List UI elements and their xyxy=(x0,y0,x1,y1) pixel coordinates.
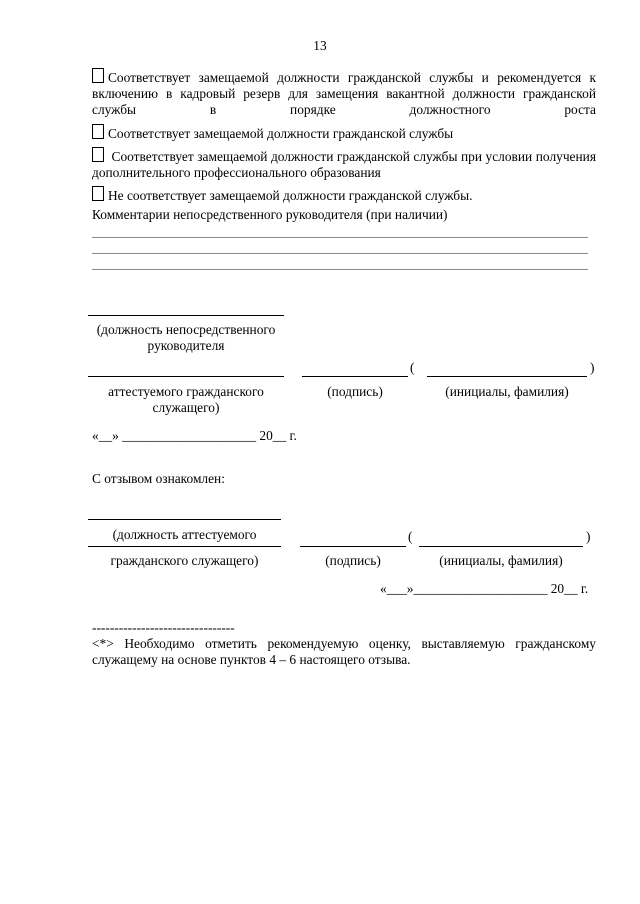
employee-date[interactable]: «___»____________________ 20__ г. xyxy=(380,581,589,596)
manager-signature-caption: (подпись) xyxy=(327,384,383,399)
manager-name-caption: (инициалы, фамилия) xyxy=(445,384,569,399)
manager-date[interactable]: «__» ____________________ 20__ г. xyxy=(92,428,297,443)
employee-position-line-2[interactable] xyxy=(88,546,281,547)
comment-line[interactable] xyxy=(92,237,588,238)
option-corresponds-with-education xyxy=(92,147,596,181)
manager-position-caption-4: служащего) xyxy=(152,400,220,415)
manager-open-paren: ( xyxy=(410,360,415,375)
option-label: Соответствует замещаемой должности гражданской службы при условии получения дополнительного профессионального образования xyxy=(92,149,596,181)
footnote-separator: -------------------------------- xyxy=(92,620,235,635)
comment-line[interactable] xyxy=(92,269,588,270)
manager-position-line-2[interactable] xyxy=(88,376,284,377)
employee-open-paren: ( xyxy=(408,529,413,544)
checkbox-corresponds[interactable] xyxy=(92,124,104,139)
manager-position-line[interactable] xyxy=(88,315,284,316)
employee-signature-line[interactable] xyxy=(300,546,406,547)
option-corresponds xyxy=(92,124,596,142)
employee-close-paren: ) xyxy=(586,529,591,544)
employee-position-caption-2: гражданского служащего) xyxy=(110,553,259,568)
option-label: Соответствует замещаемой должности гражданской службы и рекомендуется к включению в кадровый резерв для замещения вакантной должности гражданской службы в порядке должностного роста xyxy=(92,70,596,118)
manager-position-caption-3: аттестуемого гражданского xyxy=(108,384,264,399)
option-label: Соответствует замещаемой должности гражданской службы xyxy=(108,126,454,141)
manager-position-caption-1: (должность непосредственного xyxy=(96,322,276,337)
checkbox-not-corresponds[interactable] xyxy=(92,186,104,201)
manager-signature-line[interactable] xyxy=(302,376,408,377)
employee-position-line[interactable] xyxy=(88,519,281,520)
option-label: Не соответствует замещаемой должности гражданской службы. xyxy=(108,188,473,203)
checkbox-recommend-reserve[interactable] xyxy=(92,68,104,83)
manager-close-paren: ) xyxy=(590,360,595,375)
page-number: 13 xyxy=(313,38,327,53)
manager-name-line[interactable] xyxy=(427,376,587,377)
employee-signature-caption: (подпись) xyxy=(325,553,381,568)
option-not-corresponds xyxy=(92,186,596,204)
option-recommend-reserve xyxy=(92,68,596,119)
employee-name-line[interactable] xyxy=(419,546,583,547)
acquainted-label: С отзывом ознакомлен: xyxy=(92,471,225,486)
comment-line[interactable] xyxy=(92,253,588,254)
employee-position-caption-1: (должность аттестуемого xyxy=(112,527,257,542)
checkbox-corresponds-with-education[interactable] xyxy=(92,147,104,162)
comments-label: Комментарии непосредственного руководителя (при наличии) xyxy=(92,207,448,222)
employee-name-caption: (инициалы, фамилия) xyxy=(439,553,563,568)
footnote: <*> Необходимо отметить рекомендуемую оценку, выставляемую гражданскому служащему на основе пунктов 4 – 6 настоящего отзыва. xyxy=(92,636,596,668)
manager-position-caption-2: руководителя xyxy=(147,338,225,353)
